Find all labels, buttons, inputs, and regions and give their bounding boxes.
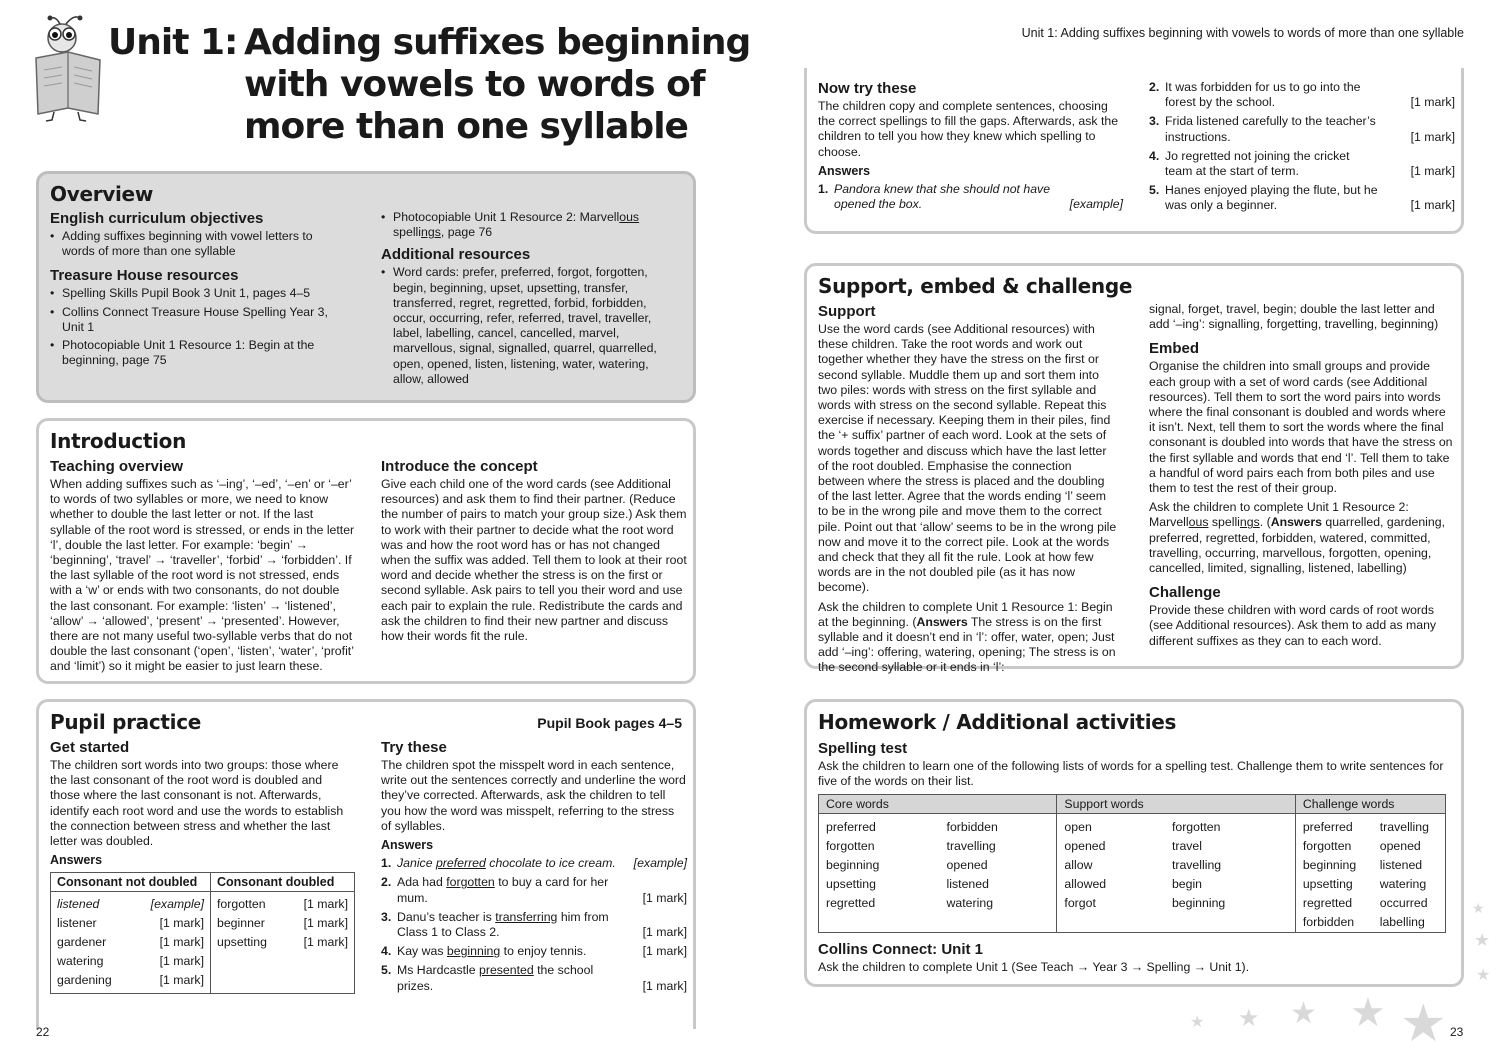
table-row xyxy=(819,913,1446,933)
list-item: • Photocopiable Unit 1 Resource 1: Begin at the beginning, page 75 xyxy=(50,338,340,368)
support-text: Use the word cards (see Additional resources) with these children. Take the root words and work out together whether they have the stress on the first or second syllable. Muddle them up and sort them into two piles: words with stress on the first syllable and words with stress on the second syllable. Repeat this exercise if necessary. Keeping them in their piles, find the ‘+ suffix’ partner of each word. Look at the sets of words together and discuss which have the last letter of the root doubled. Emphasise the connection between where the stress is placed and the doubling of the last letter. Agree that the words ending ‘l’ seem to be in the wrong pile and move them to the correct pile. Point out that ‘allow’ seems to be in the wrong pile now and move it to the correct pile. Look at the words and check that they all fit the rule. Look at how few words are in the not doubled pile (as it has now become). xyxy=(818,322,1117,595)
concept-text: Give each child one of the word cards (see Additional resources) and ask them to find their partner. (Reduce the number of pairs to match your group size.) Ask them to work with their partner to decide what the root word was and how the root word has or has not changed when the suffix was added. Tell them to look at their root word and decide whether the stress is on the first or second syllable. Ask pairs to tell you their word and use each pair to explain the rule. Redistribute the cards and ask the children to find their new partner and discuss how their words fit the rule. xyxy=(381,477,687,644)
answer-item: 4. Jo regretted not joining the cricket team at the start of term. [1 mark] xyxy=(1149,148,1455,179)
table-row: listener [1 mark] xyxy=(57,916,204,931)
answers-label: Answers xyxy=(50,853,103,868)
try-answers-label: Answers xyxy=(381,838,434,853)
answer-item: 3. Frida listened carefully to the teacher’s instructions. [1 mark] xyxy=(1149,114,1455,144)
collins-heading: Collins Connect: Unit 1 xyxy=(818,941,983,959)
resources-list xyxy=(50,286,340,368)
support-continued: signal, forget, travel, begin; double the last letter and add ‘–ing’: signalling, forgetting, travelling, beginning) xyxy=(1149,302,1439,332)
concept-heading: Introduce the concept xyxy=(381,458,538,475)
resource2-list xyxy=(381,210,681,240)
list-item: • Collins Connect Treasure House Spelling Year 3, Unit 1 xyxy=(50,305,340,335)
table-cell: listened xyxy=(940,875,1057,894)
table-header: Consonant doubled xyxy=(211,873,355,892)
table-cell: allowed xyxy=(1064,877,1107,892)
table-cell: travelling xyxy=(940,837,1057,856)
table-cell xyxy=(940,913,1057,933)
star-icon: ★ xyxy=(1350,991,1386,1035)
support-heading: Support xyxy=(818,303,876,320)
table-cell: opened xyxy=(940,856,1057,875)
page-title xyxy=(244,22,750,148)
table-cell: travel xyxy=(1165,837,1295,856)
spelling-test-text: Ask the children to learn one of the following lists of words for a spelling test. Challenge them to write sentences for five of the words on their list. xyxy=(818,759,1444,789)
overview-panel xyxy=(36,171,696,403)
embed-text: Organise the children into small groups and provide each group with a set of word cards (see Additional resources). Tell them to sort the word pairs into words where the final consonant is doubled and words where it isn’t. Next, tell them to sort the words where the final consonant is doubled into words that have the stress on the first syllable and words that end ‘l’. Tell them to take a handful of word pairs each from both piles and use them to test the rest of their group. xyxy=(1149,359,1453,496)
answer-item: 5. Ms Hardcastle presented the school prizes. [1 mark] xyxy=(381,963,687,993)
overview-heading: Overview xyxy=(50,182,154,206)
table-cell: beginning xyxy=(1165,894,1295,913)
table-cell: occurred xyxy=(1379,896,1428,911)
get-started-heading: Get started xyxy=(50,739,130,756)
star-icon: ★ xyxy=(1290,997,1317,1030)
table-cell: travelling xyxy=(1379,820,1429,835)
table-cell: beginning xyxy=(1302,858,1357,873)
table-row: watering [1 mark] xyxy=(57,954,204,969)
table-cell: travelling xyxy=(1165,856,1295,875)
support-text-2: Ask the children to complete Unit 1 Resource 1: Begin at the beginning. (Answers The stress is on the first syllable and it doesn’t end in ‘l’: offer, water, open; Just add ‘–ing’: offering, watering, opening; The stress is on the second syllable or it ends in ‘l’: xyxy=(818,599,1116,675)
table-cell: watering xyxy=(940,894,1057,913)
consonant-table xyxy=(50,872,355,994)
table-cell: upsetting xyxy=(1302,877,1353,892)
sec-heading: Support, embed & challenge xyxy=(818,274,1133,298)
answer-item: 4. Kay was beginning to enjoy tennis. [1 mark] xyxy=(381,944,687,959)
title-line: Adding suffixes beginning xyxy=(244,22,751,63)
embed-heading: Embed xyxy=(1149,340,1200,358)
star-icon: ★ xyxy=(1476,967,1491,984)
answer-item: 5. Hanes enjoyed playing the flute, but he was only a beginner. [1 mark] xyxy=(1149,183,1455,213)
support-embed-challenge-panel xyxy=(804,263,1464,675)
reading-bug-icon xyxy=(32,14,108,124)
table-row xyxy=(819,875,1446,894)
table-row: gardener [1 mark] xyxy=(57,935,204,950)
table-row xyxy=(819,837,1446,856)
running-head: Unit 1: Adding suffixes beginning with vowels to words of more than one syllable xyxy=(1021,26,1464,40)
title-line: with vowels to words of xyxy=(244,64,705,105)
teaching-heading: Teaching overview xyxy=(50,458,184,475)
table-cell xyxy=(1165,913,1295,933)
table-cell: forgot xyxy=(1064,896,1096,911)
table-header: Consonant not doubled xyxy=(51,873,211,892)
table-row xyxy=(819,856,1446,875)
now-try-heading: Now try these xyxy=(818,80,917,97)
table-header: Support words xyxy=(1057,795,1295,814)
homework-panel xyxy=(804,699,1464,987)
star-icon: ★ xyxy=(1190,1014,1205,1031)
table-cell: regretted xyxy=(1302,896,1353,911)
table-cell: forbidden xyxy=(940,814,1057,838)
embed-text-2: Ask the children to complete Unit 1 Resource 2: Marvellous spellings. (Answers quarrelled, gardening, preferred, regretted, forbidden, watered, committed, travelling, occurring, marvellous, forgotten, opening, cancelled, limited, signalling, listened, labelling) xyxy=(1149,500,1446,576)
table-row: beginner [1 mark] xyxy=(217,916,348,931)
list-item: • Word cards: prefer, preferred, forgot, forgotten, begin, beginning, upset, upsetting, transfer, transferred, regret, regretted, forbid, forbidden, occur, occurring, refer, referred, travel, traveller, label, labelling, cancel, cancelled, marvel, marvellous, signal, signalled, quarrel, quarrelled, open, opened, listen, listening, water, watering, allow, allowed xyxy=(381,265,681,387)
table-cell: opened xyxy=(1379,839,1421,854)
answer-item: 1. Pandora knew that she should not have opened the box. [example] xyxy=(818,182,1123,212)
answer-item: 2. Ada had forgotten to buy a card for her mum. [1 mark] xyxy=(381,875,687,905)
table-cell: open xyxy=(1064,820,1092,835)
title-line: more than one syllable xyxy=(244,106,688,147)
page-number-right: 23 xyxy=(1450,1025,1464,1039)
word-lists-table xyxy=(818,794,1446,933)
table-row: forgotten [1 mark] xyxy=(217,897,348,912)
table-cell: regretted xyxy=(826,896,876,911)
now-try-text: The children copy and complete sentences, choosing the correct spellings to fill the gaps. Afterwards, ask the children to tell you how they knew which spelling to choose. xyxy=(818,99,1119,159)
additional-heading: Additional resources xyxy=(381,246,531,264)
page-number-left: 22 xyxy=(36,1025,50,1039)
star-icon: ★ xyxy=(1400,995,1447,1053)
challenge-heading: Challenge xyxy=(1149,584,1221,602)
objectives-heading: English curriculum objectives xyxy=(50,210,264,227)
introduction-panel xyxy=(36,418,696,684)
objectives-list xyxy=(50,229,340,259)
introduction-heading: Introduction xyxy=(50,429,187,453)
table-cell: forgotten xyxy=(1165,814,1295,838)
star-icon: ★ xyxy=(1472,900,1485,916)
unit-label: Unit 1: xyxy=(108,22,238,63)
pupil-book-pages: Pupil Book pages 4–5 xyxy=(537,715,682,731)
table-cell: labelling xyxy=(1379,915,1425,930)
star-icon: ★ xyxy=(1238,1005,1260,1032)
answer-item: 1. Janice preferred chocolate to ice cream. [example] xyxy=(381,856,687,871)
table-cell: beginning xyxy=(826,858,880,873)
try-text: The children spot the misspelt word in each sentence, write out the sentences correctly and underline the word they’ve corrected. Afterwards, ask the children to tell you how the word was misspelt, referring to the stress of syllables. xyxy=(381,758,686,833)
spelling-test-heading: Spelling test xyxy=(818,740,908,757)
table-cell: upsetting xyxy=(826,877,876,892)
challenge-text: Provide these children with word cards of root words (see Additional resources). Ask them to add as many different suffixes as they can to each word. xyxy=(1149,603,1437,648)
try-heading: Try these xyxy=(381,739,447,756)
table-header: Challenge words xyxy=(1295,795,1445,814)
table-cell: forbidden xyxy=(1302,915,1355,930)
table-cell: forgotten xyxy=(826,839,875,854)
answer-item: 3. Danu’s teacher is transferring him from Class 1 to Class 2. [1 mark] xyxy=(381,909,687,940)
table-row xyxy=(819,814,1446,838)
list-item: • Photocopiable Unit 1 Resource 2: Marvellous spellings, page 76 xyxy=(381,210,681,240)
table-row xyxy=(819,894,1446,913)
get-started-text: The children sort words into two groups: those where the last consonant of the root word is doubled and those where the last consonant is not. Afterwards, identify each root word and use the words to establish the connection between stress and whether the last letter was doubled. xyxy=(50,758,344,849)
collins-text: Ask the children to complete Unit 1 (See Teach → Year 3 → Spelling → Unit 1). xyxy=(818,960,1250,975)
table-cell: preferred xyxy=(1302,820,1353,835)
additional-list xyxy=(381,265,681,387)
star-icon: ★ xyxy=(1474,930,1491,950)
table-cell: opened xyxy=(1064,839,1106,854)
table-cell xyxy=(1057,913,1165,933)
pupil-practice-panel xyxy=(36,699,696,1029)
table-row: upsetting [1 mark] xyxy=(217,935,348,950)
now-try-answers-label: Answers xyxy=(818,163,871,178)
resources-heading: Treasure House resources xyxy=(50,267,239,285)
pupil-practice-heading: Pupil practice xyxy=(50,710,202,734)
table-header: Core words xyxy=(819,795,1057,814)
table-cell: preferred xyxy=(826,820,876,835)
table-row: gardening [1 mark] xyxy=(57,973,204,988)
table-cell: listened xyxy=(1379,858,1423,873)
teaching-text: When adding suffixes such as ‘–ing’, ‘–ed’, ‘–en’ or ‘–er’ to words of two syllables or more, we need to know whether to double the last letter or not. If the last syllable of the root word is stressed, or ends in the letter ‘l’, double the last letter. For example: ‘begin’ → ‘beginning’, ‘travel’ → ‘traveller’, ‘forbid’ → ‘forbidden’. If the last syllable of the root word is not stressed, ends with a ‘w’ or ends with two consonants, do not double the last consonant. For example: ‘listen’ → ‘listened’, ‘allow’ → ‘allowed’, ‘present’ → ‘presented’. However, there are not many useful two-syllable verbs that do not double the last consonant (‘open’, ‘listen’, ‘water’, ‘profit’ and ‘limit’) so it might be easier to just learn these. xyxy=(50,477,355,674)
list-item: • Adding suffixes beginning with vowel letters to words of more than one syllable xyxy=(50,229,340,259)
table-cell xyxy=(819,913,940,933)
list-item: • Spelling Skills Pupil Book 3 Unit 1, pages 4–5 xyxy=(50,286,340,301)
answer-item: 2. It was forbidden for us to go into the forest by the school. [1 mark] xyxy=(1149,80,1455,110)
table-cell: allow xyxy=(1064,858,1093,873)
table-cell: watering xyxy=(1379,877,1427,892)
now-try-panel xyxy=(804,68,1464,234)
homework-heading: Homework / Additional activities xyxy=(818,710,1177,734)
table-row: listened [example] xyxy=(57,897,204,912)
table-cell: forgotten xyxy=(1302,839,1352,854)
table-cell: begin xyxy=(1165,875,1295,894)
